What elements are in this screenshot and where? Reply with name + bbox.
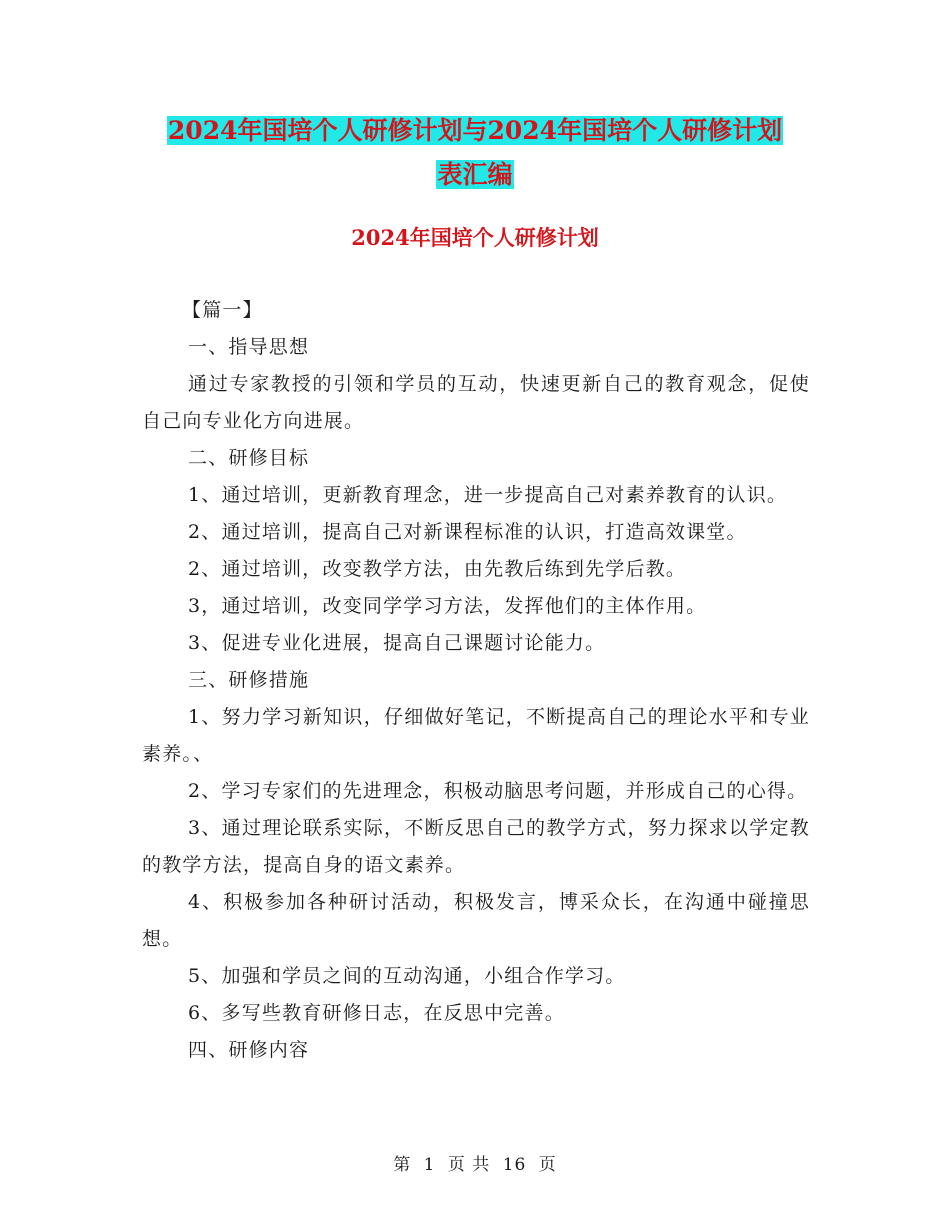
heading-guiding-thought: 一、指导思想 — [188, 336, 310, 358]
goal-item: 2、通过培训，提高自己对新课程标准的认识，打造高效课堂。 — [188, 521, 747, 543]
goal-item: 1、通过培训，更新教育理念，进一步提高自己对素养教育的认识。 — [188, 484, 788, 506]
measure-item: 1、努力学习新知识，仔细做好笔记，不断提高自己的理论水平和专业素养。、 — [142, 706, 810, 765]
measure-item: 2、学习专家们的先进理念，积极动脑思考问题，并形成自己的心得。 — [188, 780, 808, 802]
measure-item: 3、通过理论联系实际，不断反思自己的教学方式，努力探求以学定教的教学方法，提高自身的语文素养。 — [142, 817, 810, 876]
paragraph-guiding-thought: 通过专家教授的引领和学员的互动，快速更新自己的教育观念，促使自己向专业化方向进展。 — [142, 373, 810, 432]
footer-middle: 页 共 — [447, 1155, 491, 1175]
heading-measures: 三、研修措施 — [188, 669, 310, 691]
measure-item: 4、积极参加各种研讨活动，积极发言，博采众长，在沟通中碰撞思想。 — [142, 891, 810, 950]
footer-total-pages: 16 — [502, 1155, 527, 1175]
measure-item: 5、加强和学员之间的互动沟通，小组合作学习。 — [188, 965, 626, 987]
section-title: 2024年国培个人研修计划 — [351, 225, 599, 250]
heading-content: 四、研修内容 — [188, 1039, 310, 1061]
measure-item: 6、多写些教育研修日志，在反思中完善。 — [188, 1002, 565, 1024]
document-body — [142, 292, 810, 1069]
page-footer — [0, 1150, 950, 1180]
document-title-line-1 — [0, 108, 950, 154]
goal-item: 3、促进专业化进展，提高自己课题讨论能力。 — [188, 632, 606, 654]
goal-item: 3，通过培训，改变同学学习方法，发挥他们的主体作用。 — [188, 595, 707, 617]
footer-current-page: 1 — [423, 1155, 436, 1175]
heading-goals: 二、研修目标 — [188, 447, 310, 469]
footer-prefix: 第 — [393, 1155, 412, 1175]
document-title-line-2 — [0, 152, 950, 198]
part-label: 【篇一】 — [182, 299, 263, 321]
document-title-highlight-2: 表汇编 — [437, 160, 513, 189]
footer-suffix: 页 — [538, 1155, 557, 1175]
document-title-highlight-1: 2024年国培个人研修计划与2024年国培个人研修计划 — [167, 116, 783, 145]
goal-item: 2、通过培训，改变教学方法，由先教后练到先学后教。 — [188, 558, 687, 580]
